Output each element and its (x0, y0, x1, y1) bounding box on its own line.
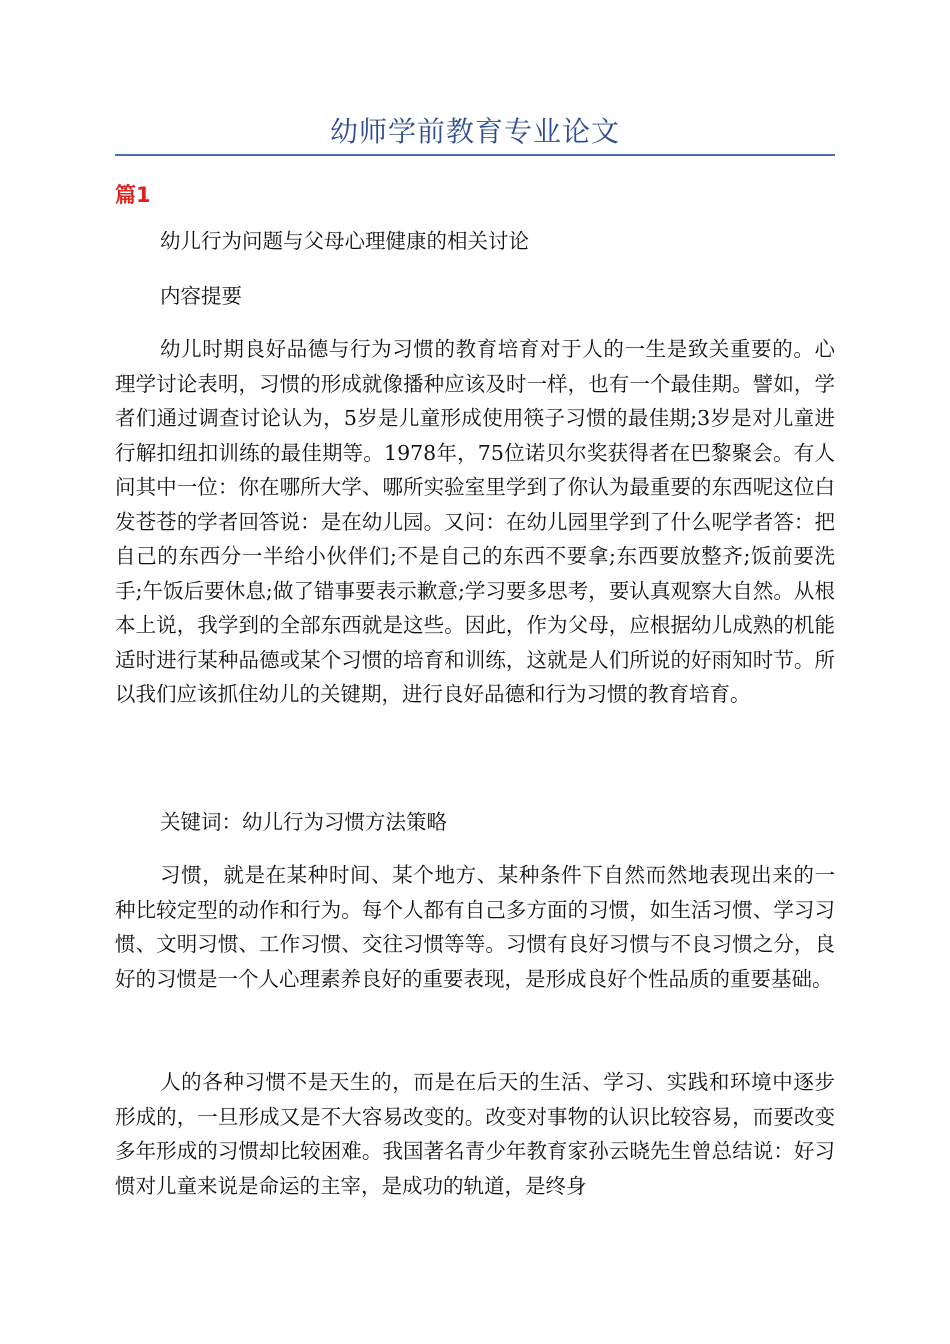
abstract-label-paragraph: 内容提要 (160, 284, 242, 308)
document-title: 幼师学前教育专业论文 (329, 115, 620, 148)
body-paragraph: 习惯，就是在某种时间、某个地方、某种条件下自然而然地表现出来的一种比较定型的动作和行为。每个人都有自己多方面的习惯，如生活习惯、学习习惯、文明习惯、工作习惯、交往习惯等等。习惯有良好习惯与不良习惯之分，良好的习惯是一个人心理素养良好的重要表现，是形成良好个性品质的重要基础。 (115, 863, 835, 991)
section-heading: 篇1 (115, 183, 151, 207)
abstract-paragraph: 幼儿时期良好品德与行为习惯的教育培育对于人的一生是致关重要的。心理学讨论表明，习惯的形成就像播种应该及时一样，也有一个最佳期。譬如，学者们通过调查讨论认为，5岁是儿童形成使用筷子习惯的最佳期;3岁是对儿童进行解扣纽扣训练的最佳期等。1978年，75位诺贝尔奖获得者在巴黎聚会。有人问其中一位：你在哪所大学、哪所实验室里学到了你认为最重要的东西呢这位白发苍苍的学者回答说：是在幼儿园。又问：在幼儿园里学到了什么呢学者答：把自己的东西分一半给小伙伴们;不是自己的东西不要拿;东西要放整齐;饭前要洗手;午饭后要休息;做了错事要表示歉意;学习要多思考，要认真观察大自然。从根本上说，我学到的全部东西就是这些。因此，作为父母，应根据幼儿成熟的机能适时进行某种品德或某个习惯的培育和训练，这就是人们所说的好雨知时节。所以我们应该抓住幼儿的关键期，进行良好品德和行为习惯的教育培育。 (115, 337, 835, 706)
keywords-paragraph: 关键词：幼儿行为习惯方法策略 (160, 810, 447, 834)
paper-title-paragraph: 幼儿行为问题与父母心理健康的相关讨论 (160, 229, 529, 253)
title-underline-rule (115, 154, 835, 156)
body-paragraph: 人的各种习惯不是天生的，而是在后天的生活、学习、实践和环境中逐步形成的，一旦形成又是不大容易改变的。改变对事物的认识比较容易，而要改变多年形成的习惯却比较困难。我国著名青少年教育家孙云晓先生曾总结说：好习惯对儿童来说是命运的主宰，是成功的轨道，是终身 (115, 1070, 835, 1198)
